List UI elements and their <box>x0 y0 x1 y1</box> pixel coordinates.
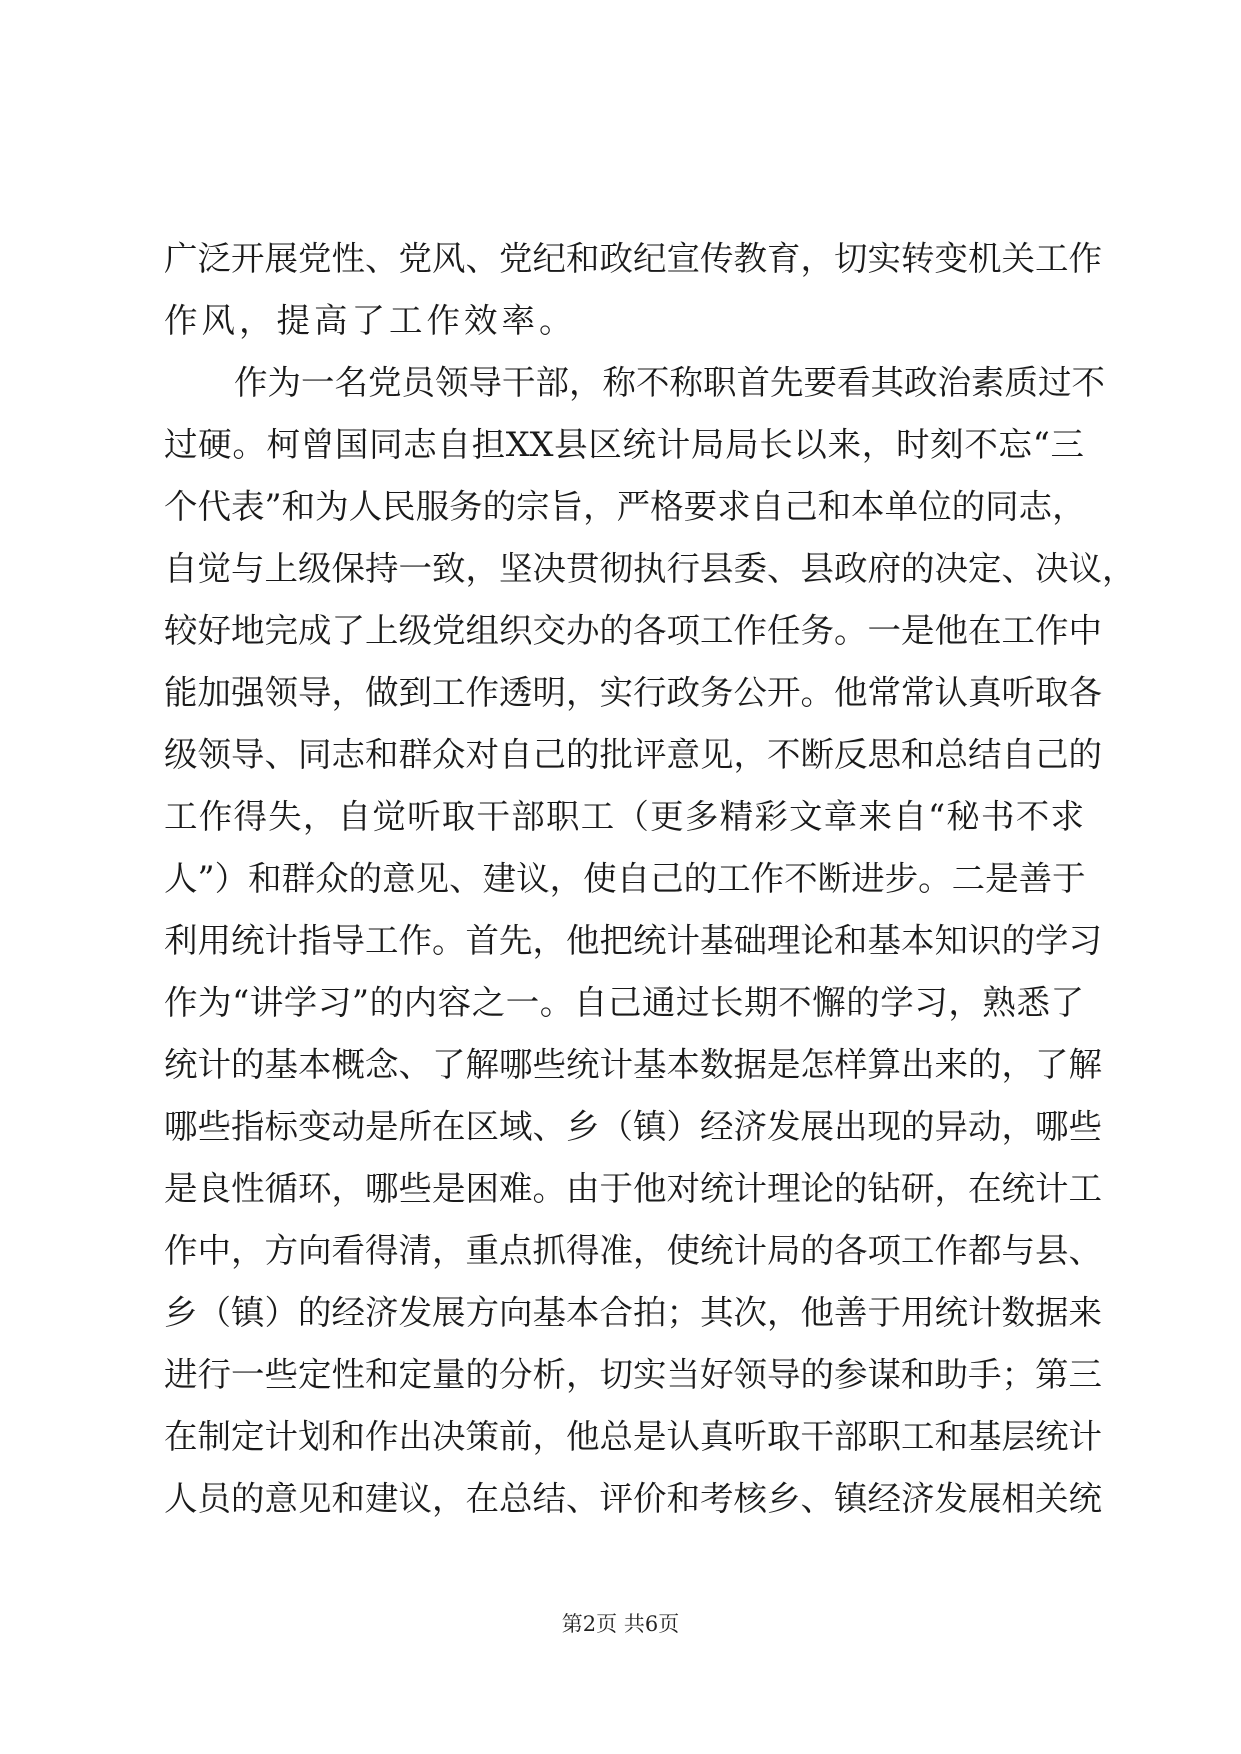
text-line: 个代表”和为人民服务的宗旨，严格要求自己和本单位的同志， <box>164 487 1086 526</box>
page-number-footer: 第2页 共6页 <box>561 1612 680 1636</box>
document-body <box>164 228 1136 1530</box>
paragraph-first-line: 作为一名党员领导干部，称不称职首先要看其政治素质过不 <box>234 363 1105 402</box>
text-line: 作为“讲学习”的内容之一。自己通过长期不懈的学习，熟悉了 <box>164 983 1084 1022</box>
text-line: 利用统计指导工作。首先，他把统计基础理论和基本知识的学习 <box>164 921 1102 960</box>
text-line: 过硬。柯曾国同志自担XX县区统计局局长以来，时刻不忘“三 <box>164 425 1084 464</box>
text-line: 级领导、同志和群众对自己的批评意见，不断反思和总结自己的 <box>164 735 1102 774</box>
text-line: 统计的基本概念、了解哪些统计基本数据是怎样算出来的，了解 <box>164 1045 1102 1084</box>
text-line: 哪些指标变动是所在区域、乡（镇）经济发展出现的异动，哪些 <box>164 1107 1102 1146</box>
text-line: 较好地完成了上级党组织交办的各项工作任务。一是他在工作中 <box>164 611 1102 650</box>
text-line: 工作得失，自觉听取干部职工（更多精彩文章来自“秘书不求 <box>164 797 1084 836</box>
text-line: 在制定计划和作出决策前，他总是认真听取干部职工和基层统计 <box>164 1417 1102 1456</box>
text-line: 能加强领导，做到工作透明，实行政务公开。他常常认真听取各 <box>164 673 1102 712</box>
text-line: 作风，提高了工作效率。 <box>164 301 577 340</box>
text-line: 乡（镇）的经济发展方向基本合拍；其次，他善于用统计数据来 <box>164 1293 1102 1332</box>
text-line: 进行一些定性和定量的分析，切实当好领导的参谋和助手；第三 <box>164 1355 1102 1394</box>
text-line: 是良性循环，哪些是困难。由于他对统计理论的钻研，在统计工 <box>164 1169 1102 1208</box>
text-line: 自觉与上级保持一致，坚决贯彻执行县委、县政府的决定、决议， <box>164 549 1136 588</box>
text-line: 人员的意见和建议，在总结、评价和考核乡、镇经济发展相关统 <box>164 1479 1102 1518</box>
text-line: 作中，方向看得清，重点抓得准，使统计局的各项工作都与县、 <box>164 1231 1102 1270</box>
text-line: 广泛开展党性、党风、党纪和政纪宣传教育，切实转变机关工作 <box>164 239 1102 278</box>
text-line: 人”）和群众的意见、建议，使自己的工作不断进步。二是善于 <box>164 859 1086 898</box>
